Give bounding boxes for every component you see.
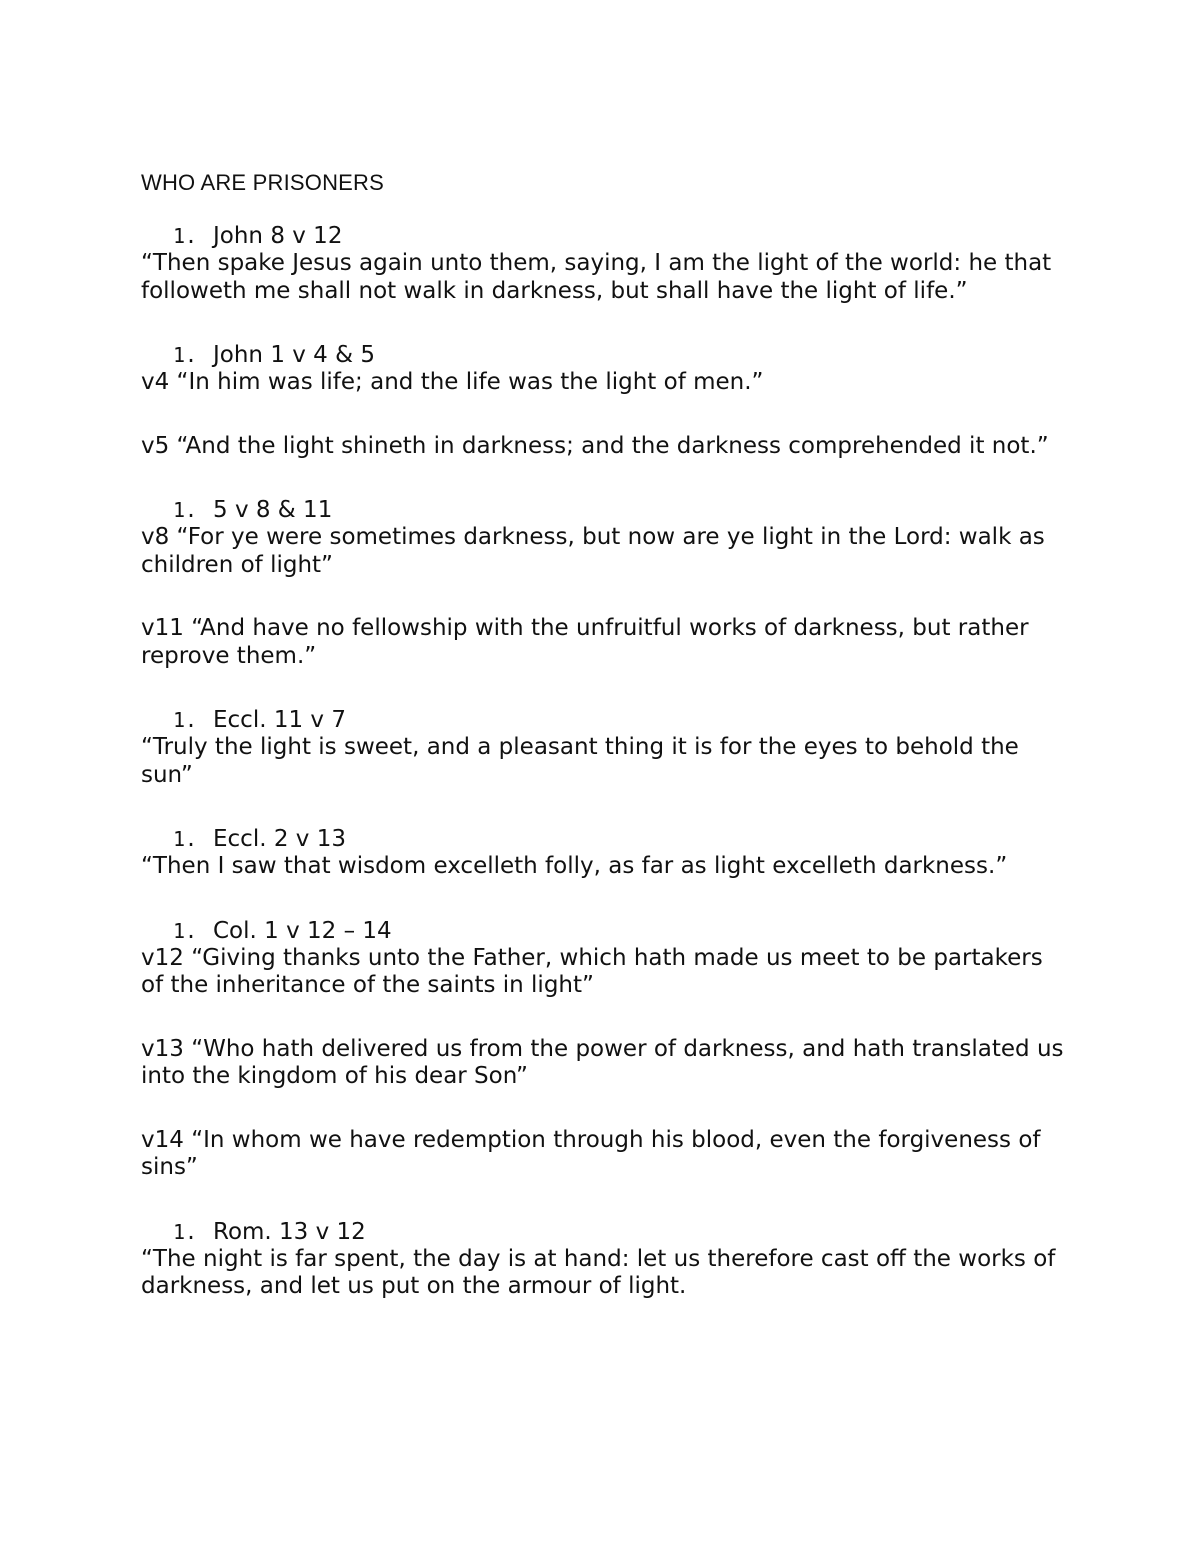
scripture-reference <box>173 917 1071 945</box>
reference-text: Col. 1 v 12 – 14 <box>213 917 392 944</box>
scripture-reference <box>173 706 1071 734</box>
verse-text: v12 “Giving thanks unto the Father, which hath made us meet to be partakers of the inheritance of the saints in light” <box>141 944 1043 998</box>
scripture-section <box>141 496 1071 670</box>
verse-text: v4 “In him was life; and the life was the light of men.” <box>141 369 764 395</box>
verse-text: “Then I saw that wisdom excelleth folly, as far as light excelleth darkness.” <box>141 853 1008 879</box>
list-number: 1. <box>173 827 198 851</box>
reference-text: John 8 v 12 <box>213 223 343 249</box>
list-number: 1. <box>173 343 198 367</box>
verse-text: v8 “For ye were sometimes darkness, but now are ye light in the Lord: walk as children of light” <box>141 524 1045 578</box>
scripture-section <box>141 1218 1071 1301</box>
reference-text: Eccl. 11 v 7 <box>213 707 346 733</box>
scripture-section <box>141 825 1071 881</box>
verse-text: “The night is far spent, the day is at hand: let us therefore cast off the works of darkness, and let us put on the armour of light. <box>141 1245 1056 1299</box>
scripture-reference <box>173 1218 1071 1246</box>
document-page <box>141 168 1071 1337</box>
scripture-section <box>141 917 1071 1182</box>
scripture-reference <box>173 222 1071 250</box>
document-title: WHO ARE PRISONERS <box>141 170 384 195</box>
scripture-reference <box>173 341 1071 369</box>
list-number: 1. <box>173 708 198 732</box>
scripture-section <box>141 222 1071 305</box>
scripture-reference <box>173 496 1071 524</box>
scripture-section <box>141 341 1071 460</box>
verse-text: “Truly the light is sweet, and a pleasant thing it is for the eyes to behold the sun” <box>141 734 1019 788</box>
list-number: 1. <box>173 498 198 522</box>
list-number: 1. <box>173 918 198 943</box>
list-number: 1. <box>173 224 198 248</box>
verse-text: v5 “And the light shineth in darkness; and the darkness comprehended it not.” <box>141 432 1049 459</box>
verse-text: v14 “In whom we have redemption through his blood, even the forgiveness of sins” <box>141 1126 1041 1180</box>
reference-text: Eccl. 2 v 13 <box>213 826 346 852</box>
verse-text: “Then spake Jesus again unto them, saying, I am the light of the world: he that followeth me shall not walk in darkness, but shall have the light of life.” <box>141 250 1052 304</box>
reference-text: John 1 v 4 & 5 <box>213 342 376 368</box>
verse-text: v13 “Who hath delivered us from the power of darkness, and hath translated us into the kingdom of his dear Son” <box>141 1035 1064 1089</box>
reference-text: 5 v 8 & 11 <box>213 497 333 523</box>
verse-text: v11 “And have no fellowship with the unfruitful works of darkness, but rather reprove them.” <box>141 615 1029 669</box>
list-number: 1. <box>173 1219 198 1244</box>
scripture-reference <box>173 825 1071 853</box>
reference-text: Rom. 13 v 12 <box>213 1218 366 1245</box>
scripture-section <box>141 706 1071 789</box>
